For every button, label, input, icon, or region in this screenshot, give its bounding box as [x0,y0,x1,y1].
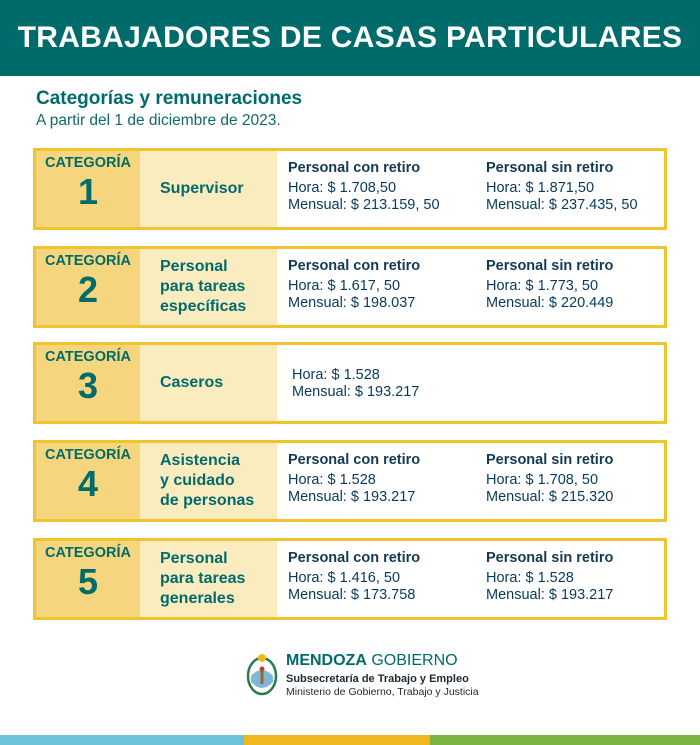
category-number: 5 [77,561,99,602]
category-label: CATEGORÍA [45,349,131,365]
sin-retiro-hora: Hora: $ 1.528 [486,570,574,586]
con-retiro-heading: Personal con retiro [288,160,421,176]
sin-retiro-heading: Personal sin retiro [486,550,614,566]
sin-retiro-mensual: Mensual: $ 215.320 [486,489,614,505]
footer-stripe-green [430,735,700,745]
sin-retiro-hora: Hora: $ 1.708, 50 [486,472,599,488]
mendoza-coat-of-arms-icon [244,652,280,698]
category-badge [36,541,140,617]
sin-retiro-hora: Hora: $ 1.773, 50 [486,278,599,294]
category-card-1 [33,148,667,230]
category-number: 1 [77,171,99,212]
category-name-cell [140,151,277,227]
subtitle-block [36,88,302,130]
category-number: 4 [77,463,99,504]
category-name-cell [140,345,277,421]
sin-retiro-column [486,452,613,506]
sin-retiro-hora: Hora: $ 1.871,50 [486,180,595,196]
category-name: Personal para tareas específicas [160,258,247,315]
sin-retiro-heading: Personal sin retiro [486,160,614,176]
category-label: CATEGORÍA [45,155,131,171]
con-retiro-mensual: Mensual: $ 173.758 [288,587,416,603]
con-retiro-hora: Hora: $ 1.528 [288,472,376,488]
category-label: CATEGORÍA [45,545,131,561]
con-retiro-mensual: Mensual: $ 213.159, 50 [288,197,440,213]
category-name-cell [140,249,277,325]
mensual-value: Mensual: $ 193.217 [292,384,420,400]
sin-retiro-heading: Personal sin retiro [486,452,614,468]
brand-name-light: GOBIERNO [366,652,458,669]
footer-stripe-yellow [244,735,430,745]
category-number: 3 [77,365,99,406]
con-retiro-hora: Hora: $ 1.617, 50 [288,278,401,294]
category-card-5 [33,538,667,620]
category-name: Asistencia y cuidado de personas [160,452,255,509]
category-label: CATEGORÍA [45,253,131,269]
footer-line-1: Subsecretaría de Trabajo y Empleo [286,673,469,685]
con-retiro-column [288,452,420,506]
remuneration-column [292,367,419,401]
sin-retiro-mensual: Mensual: $ 237.435, 50 [486,197,638,213]
hora-value: Hora: $ 1.528 [292,367,380,383]
con-retiro-heading: Personal con retiro [288,550,421,566]
effective-date: A partir del 1 de diciembre de 2023. [36,112,281,129]
category-name-cell [140,541,277,617]
con-retiro-column [288,258,420,312]
con-retiro-mensual: Mensual: $ 198.037 [288,295,416,311]
sin-retiro-column [486,258,613,312]
con-retiro-mensual: Mensual: $ 193.217 [288,489,416,505]
con-retiro-hora: Hora: $ 1.416, 50 [288,570,401,586]
page-title: TRABAJADORES DE CASAS PARTICULARES [17,21,683,54]
con-retiro-column [288,160,440,214]
brand-name-bold: MENDOZA [286,652,367,669]
sin-retiro-column [486,160,638,214]
sin-retiro-mensual: Mensual: $ 220.449 [486,295,614,311]
footer-brand [286,652,479,698]
sin-retiro-heading: Personal sin retiro [486,258,614,274]
con-retiro-column [288,550,420,604]
con-retiro-heading: Personal con retiro [288,452,421,468]
category-name: Personal para tareas generales [160,550,246,607]
category-name-cell [140,443,277,519]
con-retiro-heading: Personal con retiro [288,258,421,274]
sin-retiro-column [486,550,613,604]
category-badge [36,151,140,227]
footer-stripe-blue [0,735,244,745]
con-retiro-hora: Hora: $ 1.708,50 [288,180,397,196]
sin-retiro-mensual: Mensual: $ 193.217 [486,587,614,603]
brand-name [286,652,458,669]
category-badge [36,345,140,421]
category-card-4 [33,440,667,522]
section-title: Categorías y remuneraciones [36,88,303,109]
category-name: Caseros [160,374,224,391]
category-card-2 [33,246,667,328]
category-label: CATEGORÍA [45,447,131,463]
footer-line-2: Ministerio de Gobierno, Trabajo y Justicia [286,686,479,698]
page-header [0,0,700,76]
category-name: Supervisor [160,180,244,197]
category-card-3 [33,342,667,424]
category-badge [36,443,140,519]
category-badge [36,249,140,325]
category-number: 2 [77,269,99,310]
